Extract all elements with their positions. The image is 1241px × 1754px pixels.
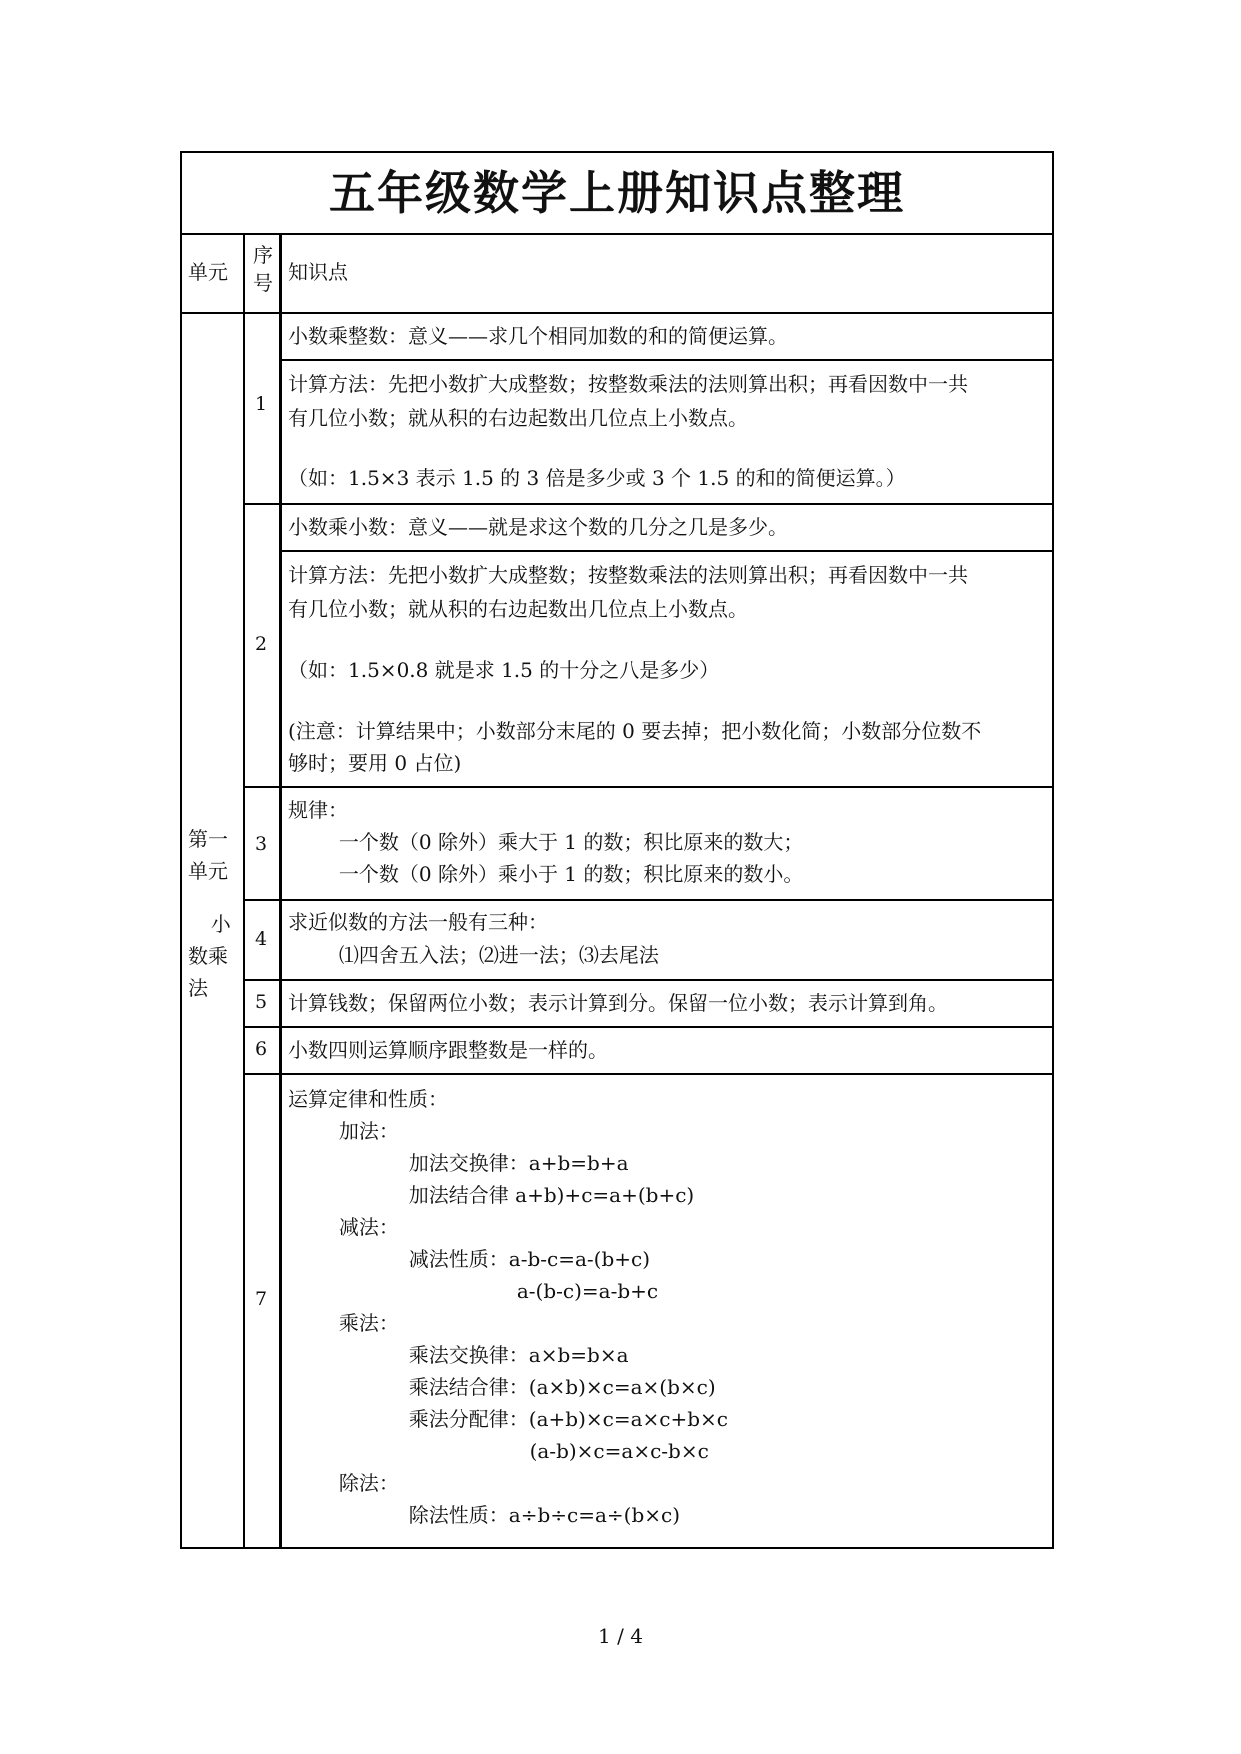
rule (182, 233, 1052, 235)
point-line: 运算定律和性质： (288, 1087, 448, 1111)
point-line: （如：1.5×0.8 就是求 1.5 的十分之八是多少） (288, 658, 720, 682)
rule (279, 233, 282, 1547)
point-line: 一个数（0 除外）乘大于 1 的数；积比原来的数大； (288, 830, 804, 854)
rule (182, 312, 1052, 314)
point-line: 乘法分配律：(a+b)×c=a×c+b×c (288, 1407, 728, 1431)
point-line: 求近似数的方法一般有三种： (288, 910, 548, 934)
point-line: 规律： (288, 798, 348, 822)
point-line: 乘法结合律：(a×b)×c=a×(b×c) (288, 1375, 716, 1399)
rule (245, 1026, 1052, 1028)
unit-label-line: 第一 (188, 827, 228, 851)
point-line: 有几位小数；就从积的右边起数出几位点上小数点。 (288, 597, 748, 621)
unit-label-line: 小 (198, 912, 231, 936)
point-line: 计算方法：先把小数扩大成整数；按整数乘法的法则算出积；再看因数中一共 (288, 563, 968, 587)
point-line: 减法： (288, 1215, 399, 1239)
point-line: 乘法交换律：a×b=b×a (288, 1343, 629, 1367)
row-number: 2 (254, 633, 268, 655)
point-line: 小数乘整数：意义——求几个相同加数的和的简便运算。 (288, 324, 788, 348)
rule (245, 899, 1052, 901)
rule (282, 550, 1052, 552)
page-number: 1 / 4 (598, 1624, 643, 1648)
rule (245, 1073, 1052, 1075)
header-unit: 单元 (188, 260, 228, 284)
row-number: 7 (254, 1288, 268, 1310)
unit-label-line: 法 (188, 976, 208, 1000)
row-number: 6 (254, 1038, 268, 1060)
point-line: 有几位小数；就从积的右边起数出几位点上小数点。 (288, 406, 748, 430)
point-line: 够时；要用 0 占位) (288, 751, 462, 775)
page-title: 五年级数学上册知识点整理 (329, 166, 905, 220)
point-line: 加法结合律 a+b)+c=a+(b+c) (288, 1183, 695, 1207)
point-line: ⑴四舍五入法；⑵进一法；⑶去尾法 (288, 943, 659, 967)
point-line: 一个数（0 除外）乘小于 1 的数；积比原来的数小。 (288, 862, 804, 886)
unit-label-line: 数乘 (188, 944, 228, 968)
point-line: 小数四则运算顺序跟整数是一样的。 (288, 1038, 608, 1062)
point-line: 减法性质：a-b-c=a-(b+c) (288, 1247, 651, 1271)
header-point: 知识点 (288, 260, 348, 284)
row-number: 4 (254, 928, 268, 950)
header-seq: 序 号 (253, 243, 273, 295)
knowledge-table (180, 151, 1054, 1549)
point-line: (注意：计算结果中；小数部分末尾的 0 要去掉；把小数化简；小数部分位数不 (288, 719, 982, 743)
rule (243, 233, 245, 1547)
rule (245, 979, 1052, 981)
point-line: （如：1.5×3 表示 1.5 的 3 倍是多少或 3 个 1.5 的和的简便运算。） (288, 466, 906, 490)
rule (245, 503, 1052, 505)
row-number: 1 (254, 393, 268, 415)
point-line: 除法性质：a÷b÷c=a÷(b×c) (288, 1503, 681, 1527)
point-line: 加法： (288, 1119, 399, 1143)
point-line: 乘法： (288, 1311, 399, 1335)
point-line: a-(b-c)=a-b+c (288, 1279, 659, 1303)
unit-label-line: 单元 (188, 859, 228, 883)
rule (245, 786, 1052, 788)
point-line: 除法： (288, 1471, 399, 1495)
row-number: 5 (254, 991, 268, 1013)
point-line: 计算方法：先把小数扩大成整数；按整数乘法的法则算出积；再看因数中一共 (288, 372, 968, 396)
point-line: 加法交换律：a+b=b+a (288, 1151, 629, 1175)
rule (282, 359, 1052, 361)
point-line: 计算钱数；保留两位小数；表示计算到分。保留一位小数；表示计算到角。 (288, 991, 948, 1015)
point-line: (a-b)×c=a×c-b×c (288, 1439, 709, 1463)
point-line: 小数乘小数：意义——就是求这个数的几分之几是多少。 (288, 515, 788, 539)
row-number: 3 (254, 833, 268, 855)
